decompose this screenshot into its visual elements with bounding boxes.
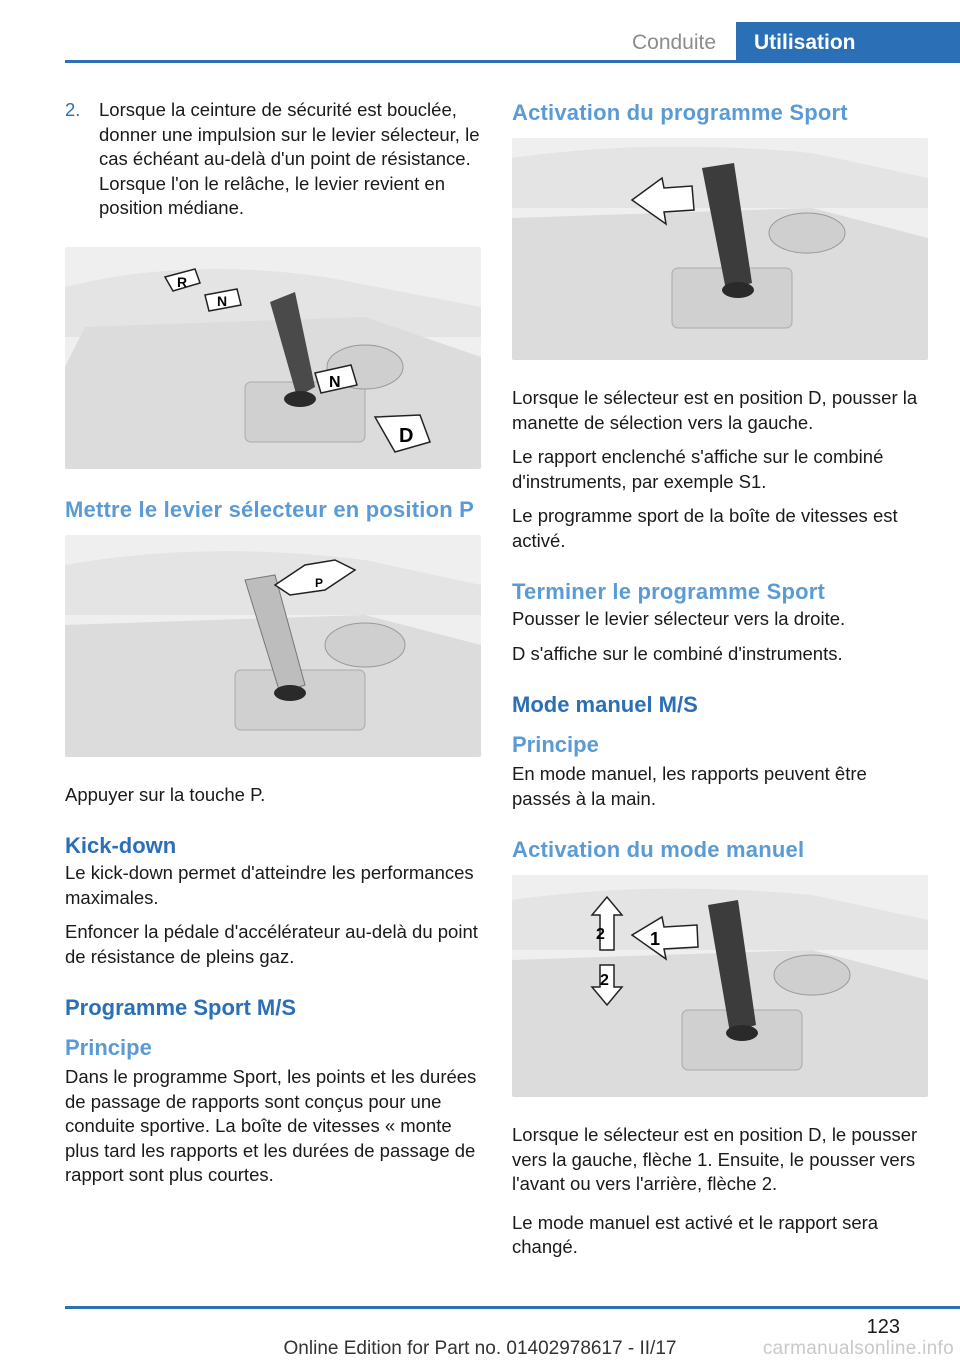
paragraph-manuel-2: Le mode manuel est activé et le rapport sera changé.: [512, 1211, 879, 1257]
watermark: carmanualsonline.info: [762, 1338, 954, 1359]
paragraph-terminer-1: Pousser le levier sélecteur vers la droite.: [512, 608, 846, 629]
header-rule: [65, 60, 960, 63]
paragraph-kickdown-2: Enfoncer la pédale d'accélérateur au-delà du point de résistance de pleins gaz.: [65, 921, 478, 967]
figure-gear-lever-p: [65, 535, 481, 757]
fig4-label-1: 1: [650, 929, 661, 949]
fig1-label-n-bottom: N: [329, 373, 341, 391]
figure-gear-lever-manual: [512, 875, 928, 1097]
step-number: 2.: [65, 99, 81, 120]
page-number: 123: [866, 1316, 900, 1338]
paragraph-press-p: Appuyer sur la touche P.: [65, 783, 266, 805]
heading-principe-right: Principe: [512, 732, 599, 757]
paragraph-terminer-2: D s'affiche sur le combiné d'instruments.: [512, 642, 843, 664]
heading-activation-sport: Activation du programme Sport: [512, 100, 848, 125]
step-2: [65, 98, 481, 221]
footer-rule: [65, 1306, 960, 1309]
fig1-label-n-top: N: [217, 292, 228, 309]
tab-conduite[interactable]: Conduite: [631, 31, 717, 54]
heading-principe-left: Principe: [65, 1035, 152, 1060]
step-text: Lorsque la ceinture de sécurité est bouclée, donner une impulsion sur le levier sélecteur, le cas échéant au-delà d'un point de résistance. Lorsque l'on le relâche, le levier revient en position médiane.: [99, 99, 480, 218]
paragraph-sport-principe: Dans le programme Sport, les points et les durées de passage de rapports sont conçus pour une conduite sportive. La boîte de vitesses « monte plus tard les rapports et les durées de passage de rapport sont plus courtes.: [65, 1066, 477, 1185]
fig2-label-p: P: [315, 575, 324, 590]
right-column: [512, 98, 928, 1270]
edition-note: Online Edition for Part no. 01402978617 - II/17: [283, 1338, 677, 1359]
heading-kickdown: Kick-down: [65, 833, 177, 858]
left-column: [65, 98, 481, 1198]
paragraph-kickdown-1: Le kick-down permet d'atteindre les performances maximales.: [65, 862, 474, 908]
heading-activation-manuel: Activation du mode manuel: [512, 837, 805, 862]
heading-mode-manuel: Mode manuel M/S: [512, 692, 698, 717]
paragraph-activation-2: Le rapport enclenché s'affiche sur le combiné d'instruments, par exemple S1.: [512, 446, 884, 492]
paragraph-manuel-1: Lorsque le sélecteur est en position D, le pousser vers la gauche, flèche 1. Ensuite, le pousser vers l'avant ou vers l'arrière, flèche 2.: [512, 1124, 918, 1194]
figure-gear-lever-sport: [512, 138, 928, 360]
fig1-label-r: R: [177, 273, 188, 290]
paragraph-manuel-principe: En mode manuel, les rapports peuvent être passés à la main.: [512, 763, 867, 809]
paragraph-activation-1: Lorsque le sélecteur est en position D, pousser la manette de sélection vers la gauche.: [512, 387, 918, 433]
heading-terminer-sport: Terminer le programme Sport: [512, 579, 826, 604]
paragraph-activation-3: Le programme sport de la boîte de vitesses est activé.: [512, 505, 898, 551]
tab-utilisation[interactable]: Utilisation: [736, 22, 960, 63]
fig1-label-d: D: [399, 424, 414, 447]
fig4-label-2-top: 2: [596, 926, 605, 943]
page-header: [0, 22, 960, 62]
fig4-label-2-bottom: 2: [600, 972, 609, 989]
heading-position-p: Mettre le levier sélecteur en position P: [65, 496, 475, 522]
figure-gear-lever-r-n-d: [65, 247, 481, 469]
heading-sport-ms: Programme Sport M/S: [65, 995, 297, 1020]
